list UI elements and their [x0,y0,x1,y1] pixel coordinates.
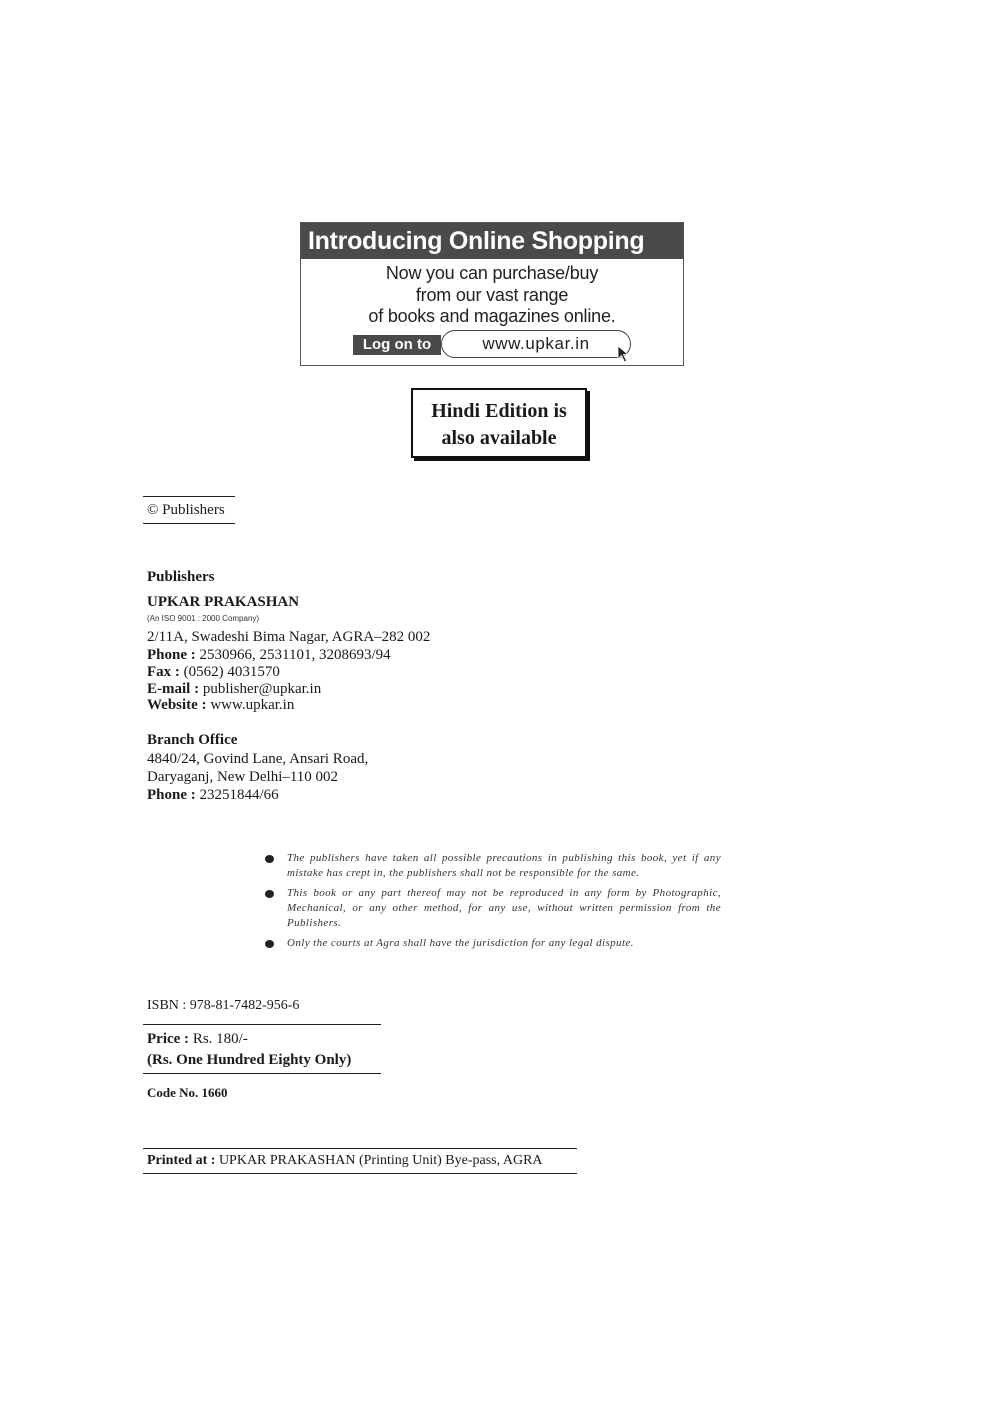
ad-line-3: of books and magazines online. [368,306,616,326]
branch-phone-value: 23251844/66 [199,787,279,803]
publisher-website-row [147,697,294,714]
ad-line-2: from our vast range [415,285,569,305]
publisher-phone-row [147,647,391,664]
printed-at-value: UPKAR PRAKASHAN (Printing Unit) Bye-pass, AGRA [218,1153,543,1168]
code-number: Code No. 1660 [147,1085,228,1100]
iso-note: (An ISO 9001 : 2000 Company) [147,614,260,623]
publishers-heading: Publishers [147,569,215,585]
publisher-address: 2/11A, Swadeshi Bima Nagar, AGRA–282 002 [147,629,431,645]
online-shopping-ad [300,222,684,366]
branch-address-1: 4840/24, Govind Lane, Ansari Road, [147,751,369,767]
publisher-fax-row [147,664,280,681]
hindi-edition-line-2: also available [441,427,557,449]
bullet-icon [265,940,274,948]
email-label: E-mail : [147,681,200,697]
ad-url-link[interactable]: www.upkar.in [441,330,631,358]
price-row [147,1031,248,1048]
publisher-email-row [147,681,321,698]
note-item: This book or any part thereof may not be reproduced in any form by Photographic, Mechanical, or any other method, for any use, without written permission from the Publishers. [287,887,721,929]
printed-at-box [143,1148,577,1174]
branch-heading: Branch Office [147,732,238,748]
website-value: www.upkar.in [210,697,295,713]
branch-phone-row [147,787,279,804]
branch-address-2: Daryaganj, New Delhi–110 002 [147,769,339,785]
printed-at-label: Printed at : [147,1153,216,1168]
mouse-cursor-icon [617,345,631,363]
hindi-edition-box [411,388,587,458]
email-value: publisher@upkar.in [202,681,322,697]
printed-at-row [147,1153,543,1169]
phone-value: 2530966, 2531101, 3208693/94 [199,647,391,663]
note-item: The publishers have taken all possible precautions in publishing this book, yet if any mistake has crept in, the publishers shall not be responsible for the same. [287,852,721,879]
hindi-edition-line-1: Hindi Edition is [431,400,567,422]
fax-label: Fax : [147,664,180,680]
ad-logon-label: Log on to [353,335,441,355]
price-in-words: (Rs. One Hundred Eighty Only) [147,1052,352,1068]
ad-title: Introducing Online Shopping [301,223,683,259]
price-value: Rs. 180/- [192,1031,248,1047]
bullet-icon [265,890,274,898]
bullet-icon [265,855,274,863]
isbn: ISBN : 978-81-7482-956-6 [147,998,300,1013]
ad-line-1: Now you can purchase/buy [385,263,599,283]
price-box [143,1024,381,1074]
publisher-name: UPKAR PRAKASHAN [147,594,300,610]
branch-phone-label: Phone : [147,787,196,803]
price-label: Price : [147,1031,190,1047]
website-label: Website : [147,697,207,713]
fax-value: (0562) 4031570 [183,664,280,680]
note-item: Only the courts at Agra shall have the jurisdiction for any legal dispute. [287,937,634,949]
phone-label: Phone : [147,647,196,663]
copyright-notice: © Publishers [143,496,235,524]
